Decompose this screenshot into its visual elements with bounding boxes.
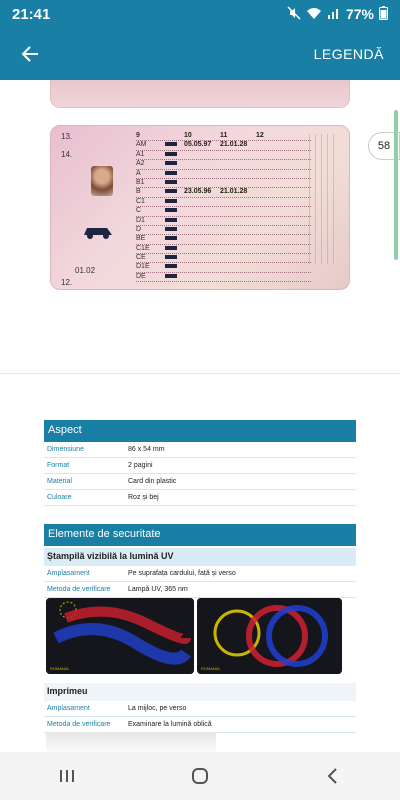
field-13: 13. — [61, 132, 73, 141]
category-code: DE — [136, 272, 146, 280]
legend-button[interactable]: LEGENDĂ — [313, 46, 384, 62]
category-code: B1 — [136, 178, 145, 186]
expiry-date: 21.01.28 — [220, 188, 248, 196]
uv-key: Amplasament — [47, 570, 90, 577]
issue-date — [184, 170, 220, 178]
app-bar — [0, 28, 400, 80]
svg-text:ROMANIA: ROMANIA — [201, 666, 220, 671]
category-code: C1E — [136, 244, 150, 252]
aspect-row — [44, 474, 356, 490]
expiry-date — [220, 263, 256, 271]
car-hologram-icon — [81, 224, 115, 240]
recents-icon — [58, 768, 76, 784]
home-icon — [191, 767, 209, 785]
vehicle-icon — [164, 273, 184, 281]
print-image-partial — [46, 732, 216, 752]
vehicle-icon — [164, 160, 184, 168]
expiry-date — [220, 245, 256, 253]
vehicle-icon — [164, 188, 184, 196]
print-key: Amplasament — [47, 705, 90, 712]
expiry-date — [220, 151, 256, 159]
issue-date — [184, 217, 220, 225]
category-row — [136, 188, 311, 197]
vehicle-icon — [164, 263, 184, 271]
document-view[interactable] — [0, 80, 400, 752]
status-bar — [0, 0, 400, 28]
category-row — [136, 170, 311, 179]
issue-date — [184, 254, 220, 262]
issue-date: 23.05.96 — [184, 188, 212, 196]
security-header: Elemente de securitate — [44, 524, 356, 546]
expiry-date: 21.01.28 — [220, 141, 248, 149]
aspect-value: Roz și bej — [128, 494, 159, 501]
status-time: 21:41 — [12, 5, 51, 23]
scrollbar[interactable] — [394, 110, 398, 260]
issue-date — [184, 273, 220, 281]
field-14: 14. — [61, 150, 73, 159]
col-header-11: 11 — [220, 132, 228, 139]
category-row — [136, 254, 311, 263]
category-grid — [136, 132, 311, 280]
category-row — [136, 207, 311, 216]
expiry-date — [220, 217, 256, 225]
vehicle-icon — [164, 207, 184, 215]
issue-date: 05.05.97 — [184, 141, 212, 149]
category-code: D1 — [136, 216, 145, 224]
arrow-back-icon — [20, 44, 40, 64]
issue-date — [184, 198, 220, 206]
category-row — [136, 179, 311, 188]
aspect-key: Material — [47, 478, 72, 485]
category-row — [136, 226, 311, 235]
print-row — [44, 717, 356, 733]
issue-date — [184, 151, 220, 159]
aspect-value: Card din plastic — [128, 478, 177, 485]
category-code: C1 — [136, 197, 145, 205]
aspect-row — [44, 442, 356, 458]
aspect-value: 2 pagini — [128, 462, 153, 469]
uv-back-image — [197, 598, 342, 674]
category-row — [136, 151, 311, 160]
issue-date — [184, 160, 220, 168]
home-button[interactable] — [180, 756, 220, 796]
uv-row — [44, 582, 356, 598]
recent-apps-button[interactable] — [47, 756, 87, 796]
expiry-date — [220, 235, 256, 243]
vehicle-icon — [164, 217, 184, 225]
col-header-12: 12 — [256, 132, 264, 139]
category-row — [136, 217, 311, 226]
uv-value: Lampă UV, 365 nm — [128, 586, 188, 593]
aspect-row — [44, 490, 356, 506]
vehicle-icon — [164, 226, 184, 234]
nav-back-button[interactable] — [313, 756, 353, 796]
mute-icon — [287, 6, 301, 23]
category-code: D1E — [136, 263, 150, 271]
issue-date — [184, 245, 220, 253]
aspect-row — [44, 458, 356, 474]
issue-date — [184, 235, 220, 243]
chevron-left-icon — [326, 767, 340, 785]
expiry-date — [220, 254, 256, 262]
category-code: BE — [136, 235, 146, 243]
category-row — [136, 235, 311, 244]
vehicle-icon — [164, 254, 184, 262]
field-12: 12. — [61, 278, 73, 287]
print-section — [44, 683, 356, 733]
print-subheader: Imprimeu — [44, 683, 356, 701]
uv-stamp-subheader: Ștampilă vizibilă la lumină UV — [44, 548, 356, 566]
status-icons — [287, 6, 388, 23]
category-code: A1 — [136, 150, 145, 158]
col-header-9: 9 — [136, 132, 140, 139]
print-value: Examinare la lumină oblică — [128, 721, 212, 728]
col-header-10: 10 — [184, 132, 192, 139]
license-front-partial — [50, 80, 350, 108]
expiry-date — [220, 273, 256, 281]
holder-photo — [91, 166, 113, 196]
category-code: A — [136, 169, 141, 177]
vehicle-icon — [164, 151, 184, 159]
aspect-key: Culoare — [47, 494, 72, 501]
uv-front-image — [46, 598, 194, 674]
issue-date — [184, 179, 220, 187]
expiry-date — [220, 170, 256, 178]
category-code: C — [136, 207, 142, 215]
category-code: B — [136, 188, 141, 196]
field-01-02: 01.02 — [75, 266, 96, 275]
uv-key: Metoda de verificare — [47, 586, 111, 593]
svg-text:ROMANIA: ROMANIA — [50, 666, 69, 671]
section-divider — [0, 373, 400, 374]
license-back-image — [50, 125, 350, 290]
category-row — [136, 160, 311, 169]
security-section — [44, 524, 356, 598]
vehicle-icon — [164, 198, 184, 206]
vehicle-icon — [164, 179, 184, 187]
vehicle-icon — [164, 235, 184, 243]
category-code: D — [136, 225, 142, 233]
category-row — [136, 263, 311, 272]
category-row — [136, 245, 311, 254]
issue-date — [184, 226, 220, 234]
category-row — [136, 198, 311, 207]
aspect-table — [44, 420, 356, 506]
battery-percent: 77% — [345, 6, 374, 22]
expiry-date — [220, 207, 256, 215]
wifi-icon — [306, 6, 322, 23]
aspect-key: Dimensiune — [47, 446, 84, 453]
expiry-date — [220, 198, 256, 206]
back-button[interactable] — [16, 40, 44, 68]
print-value: La mijloc, pe verso — [128, 705, 187, 712]
legend-sidebar-text — [309, 134, 337, 264]
category-row — [136, 141, 311, 150]
uv-value: Pe suprafața cardului, față și verso — [128, 570, 236, 577]
page-indicator: 58 — [368, 132, 400, 160]
system-nav-bar — [0, 752, 400, 800]
aspect-key: Format — [47, 462, 70, 469]
category-code: CE — [136, 254, 146, 262]
expiry-date — [220, 226, 256, 234]
expiry-date — [220, 160, 256, 168]
vehicle-icon — [164, 245, 184, 253]
vehicle-icon — [164, 170, 184, 178]
uv-row — [44, 566, 356, 582]
category-code: AM — [136, 141, 147, 149]
print-key: Metoda de verificare — [47, 721, 111, 728]
print-row — [44, 701, 356, 717]
expiry-date — [220, 179, 256, 187]
issue-date — [184, 263, 220, 271]
signal-icon — [327, 6, 341, 23]
issue-date — [184, 207, 220, 215]
aspect-value: 86 x 54 mm — [128, 446, 165, 453]
vehicle-icon — [164, 141, 184, 149]
battery-icon — [379, 6, 388, 23]
category-row — [136, 273, 311, 282]
category-code: A2 — [136, 160, 145, 168]
aspect-header: Aspect — [44, 420, 356, 442]
